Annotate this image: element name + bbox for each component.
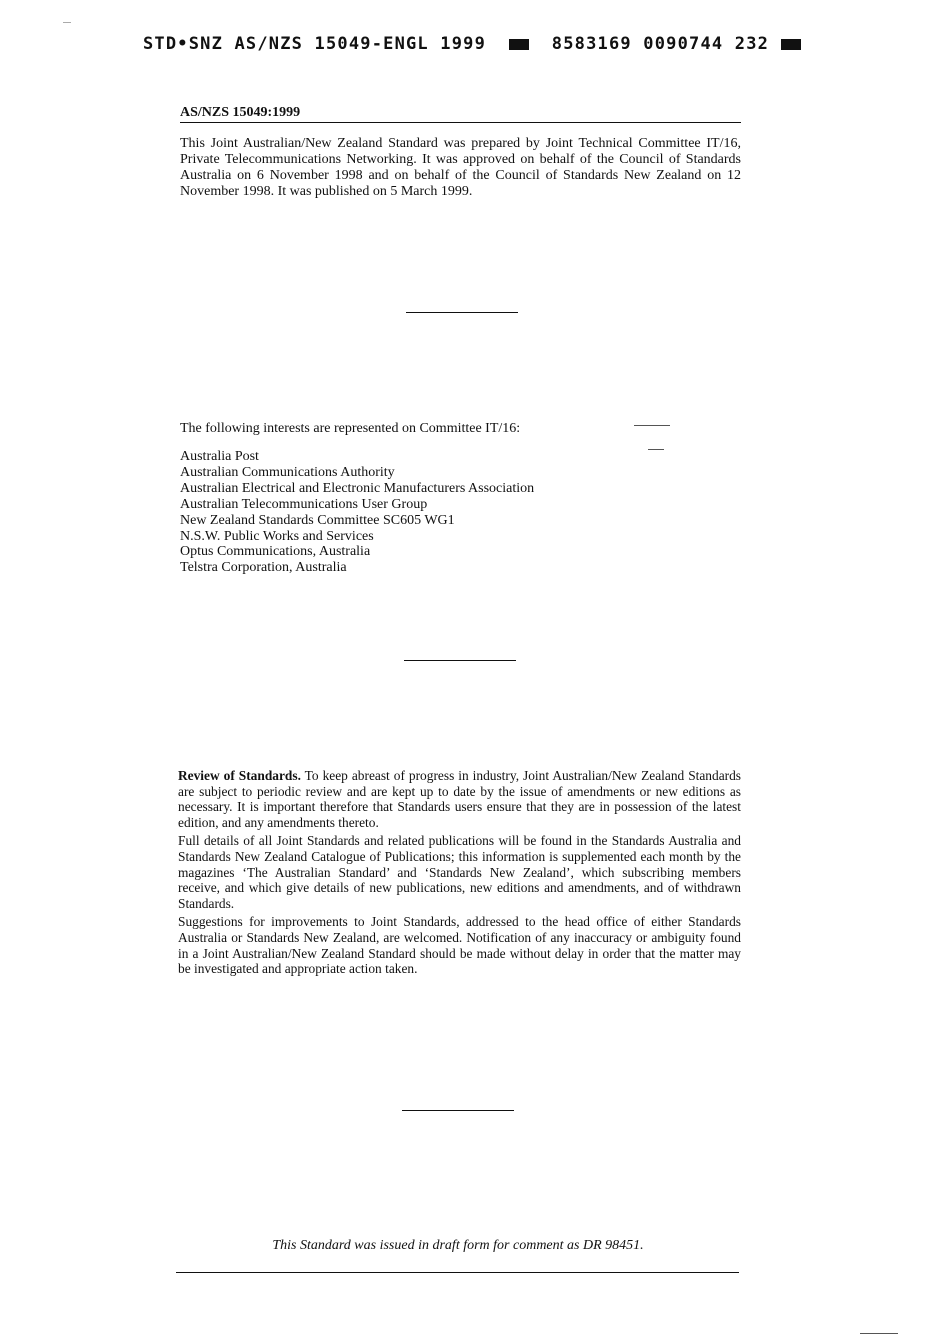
committee-member-list [180,449,534,576]
header-code-right: 8583169 0090744 232 [551,34,770,54]
committee-member: Australian Communications Authority [180,464,395,480]
standard-title: AS/NZS 15049:1999 [180,105,741,123]
review-paragraph-1-text: To keep abreast of progress in industry, Joint Australian/New Zealand Standards are subject to periodic review and are kept up to date by the issue of amendments or new editions as necessary. It is important therefore that Standards users ensure that they are in possession of the latest edition, and any amendments thereto. [178,768,742,830]
committee-member: Australian Telecommunications User Group [180,496,428,512]
document-header-code [143,34,801,54]
committee-member: Optus Communications, Australia [180,544,371,560]
committee-intro: The following interests are represented on Committee IT/16: [180,421,521,436]
standard-intro-paragraph: This Joint Australian/New Zealand Standard was prepared by Joint Technical Committee IT/16, Private Telecommunications Networking. It was approved on behalf of the Council of Standards Australia on 6 November 1998 and on behalf of the Council of Standards New Zealand on 12 November 1998. It was published on 5 March 1999. [180,136,741,199]
review-of-standards-section [178,768,741,980]
section-divider [402,1110,514,1111]
scan-speck [860,1333,898,1334]
committee-member: Telstra Corporation, Australia [180,560,347,576]
review-paragraph-2: Full details of all Joint Standards and related publications will be found in the Standards Australia and Standards New Zealand Catalogue of Publications; this information is supplemented each month by the magazines ‘The Australian Standard’ and ‘Standards New Zealand’, which subscribing members receive, and which give details of new publications, new editions and amendments, and of withdrawn Standards. [178,833,741,911]
review-heading: Review of Standards. [178,768,301,783]
draft-note: This Standard was issued in draft form for comment as DR 98451. [272,1238,644,1253]
committee-member: New Zealand Standards Committee SC605 WG1 [180,512,455,528]
scan-speck [63,22,71,23]
footer-rule [176,1272,739,1273]
committee-member: Australian Electrical and Electronic Manufacturers Association [180,480,535,496]
scan-speck [634,425,670,426]
review-paragraph-1 [178,768,741,830]
barcode-block-mark-end [781,39,801,50]
review-paragraph-3: Suggestions for improvements to Joint Standards, addressed to the head office of either Standards Australia or Standards New Zealand, are welcomed. Notification of any inaccuracy or ambiguity found in a Joint Australian/New Zealand Standard should be made without delay in order that the matter may be investigated and appropriate action taken. [178,914,741,977]
committee-member: N.S.W. Public Works and Services [180,528,374,544]
header-code-left: STD•SNZ AS/NZS 15049-ENGL 1999 [143,34,487,54]
barcode-block-mark [509,39,529,50]
section-divider [406,312,518,313]
scan-speck [648,449,664,450]
committee-member: Australia Post [180,449,259,464]
section-divider [404,660,516,661]
